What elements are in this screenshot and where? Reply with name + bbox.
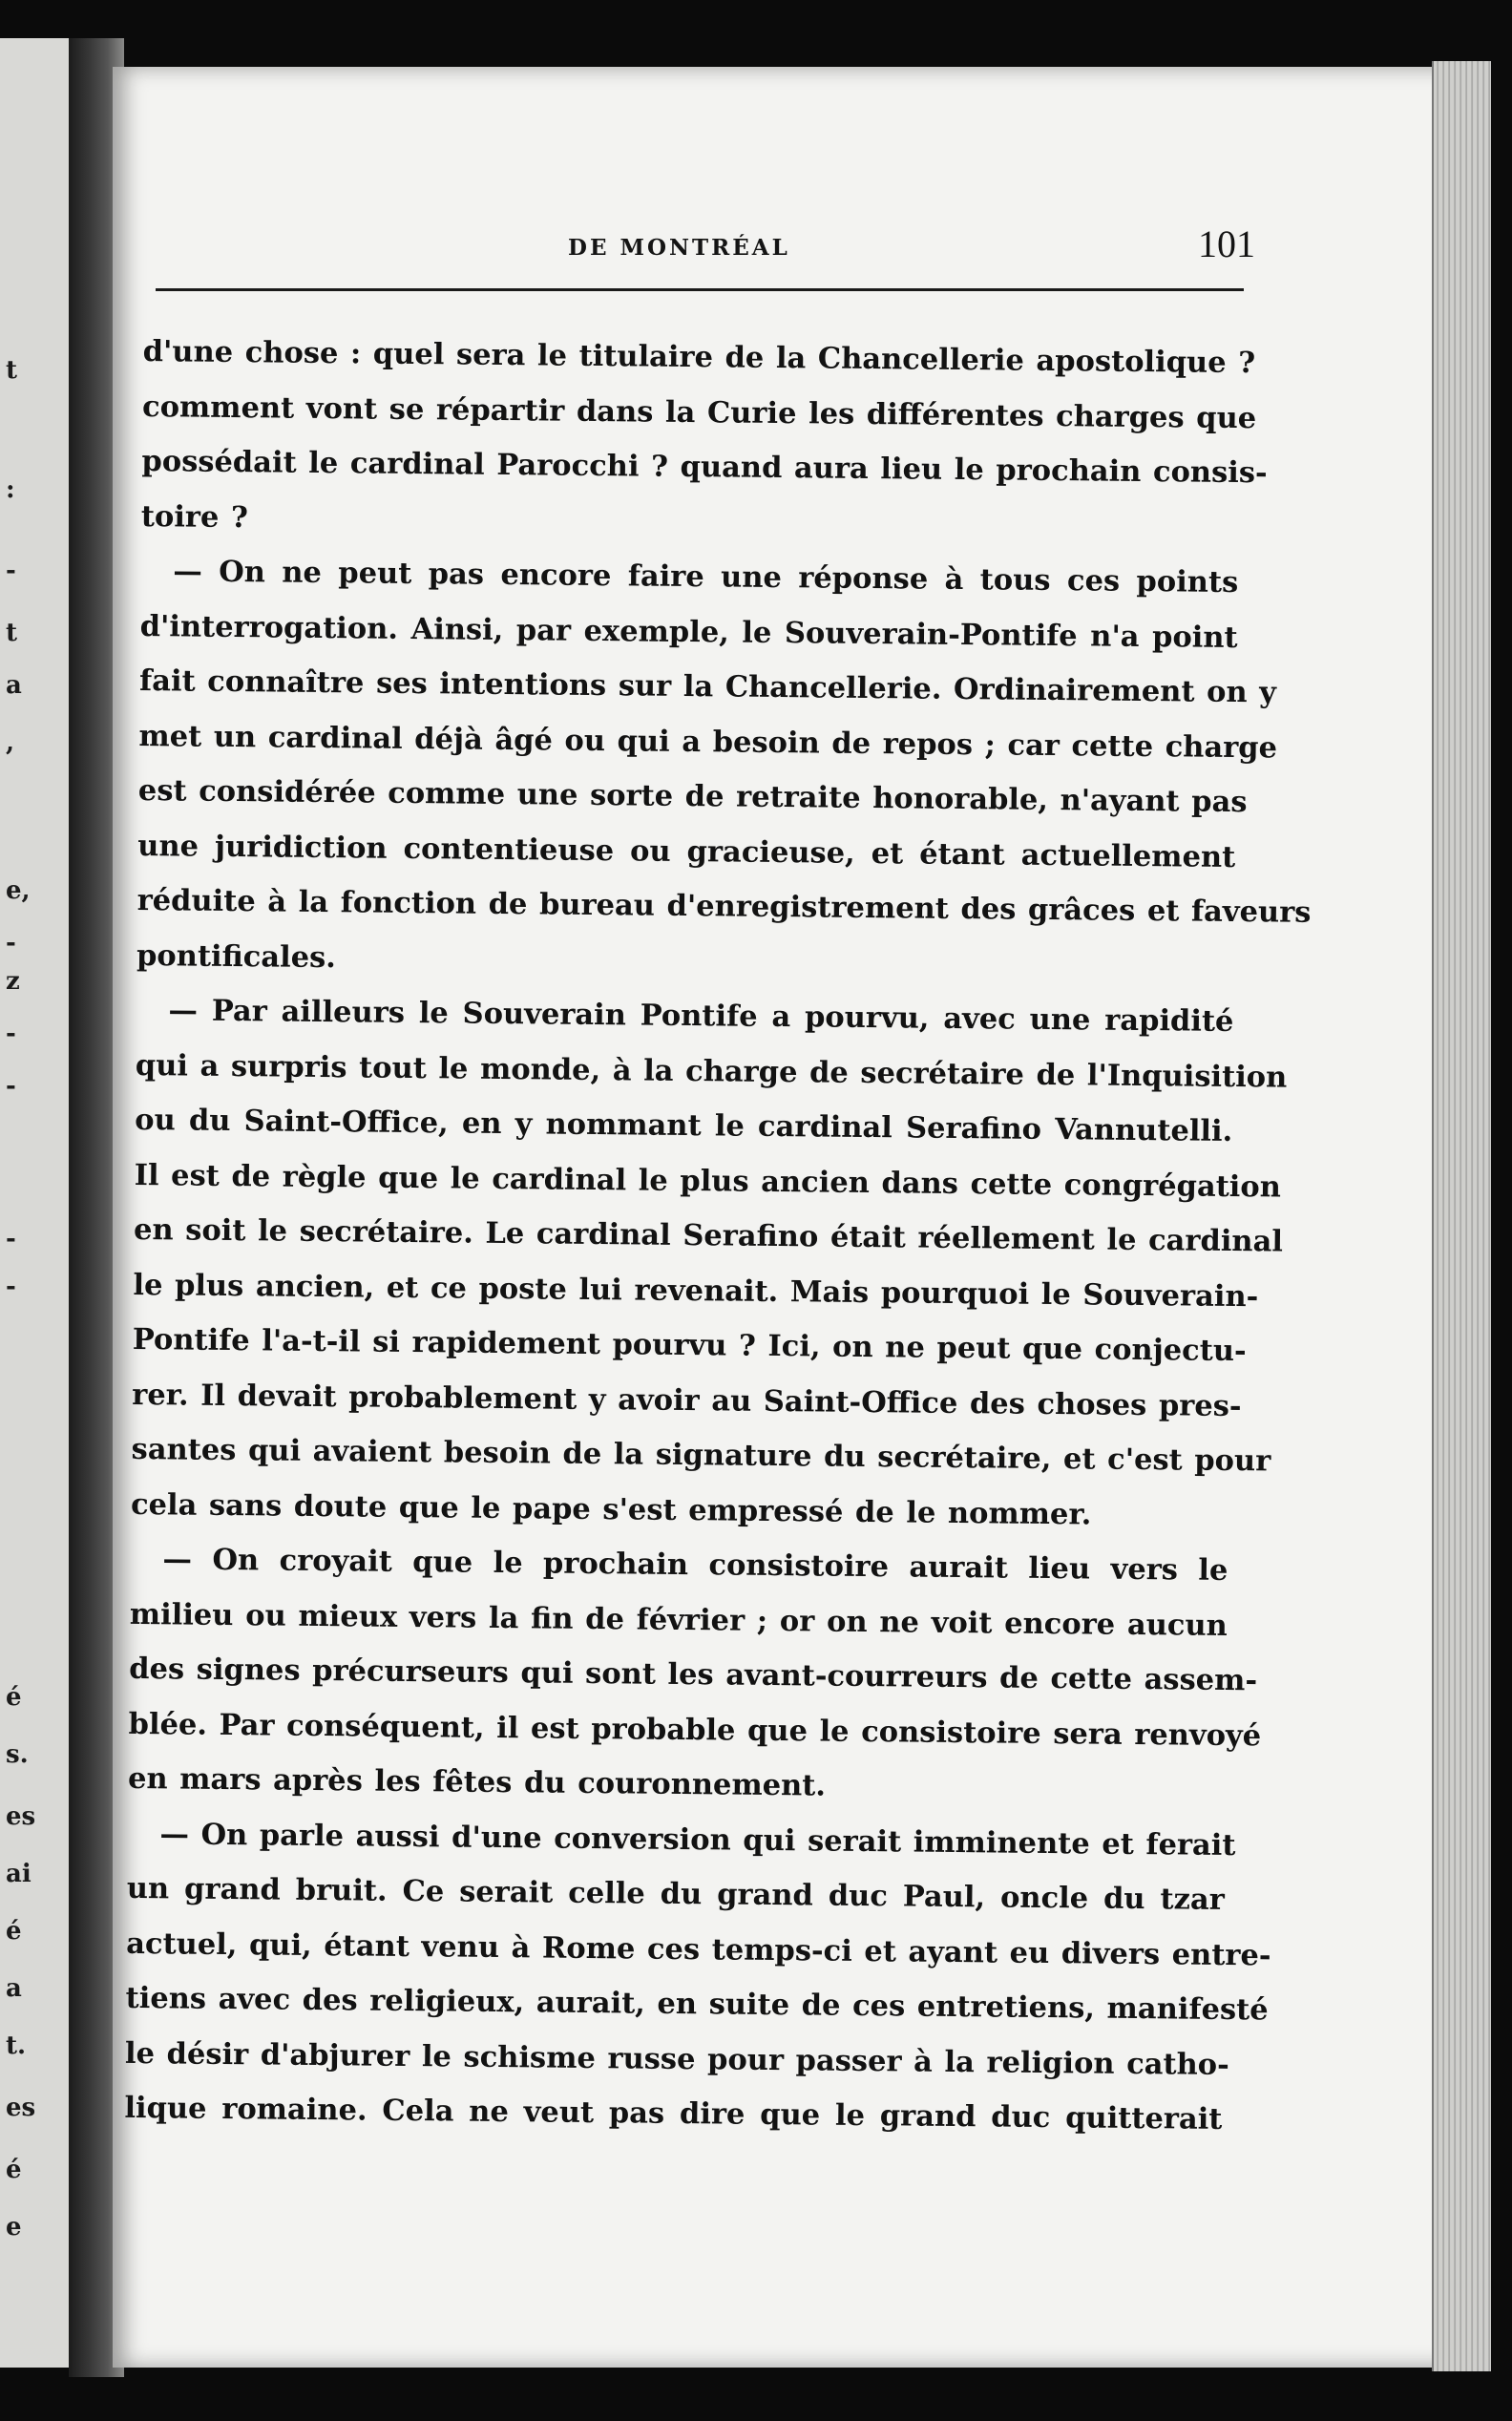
left-page-fragment: é: [6, 1683, 22, 1712]
left-page-fragment: t: [6, 356, 18, 385]
left-page-fragment: es: [6, 2094, 36, 2122]
text-line: actuel, qui, étant venu à Rome ces temps-ci et ayant eu divers entre-: [126, 1926, 1271, 1972]
text-line: fait connaître ses intentions sur la Chancellerie. Ordinairement on y: [138, 663, 1277, 710]
text-line: Pontife l'a-t-il si rapidement pourvu ? Ici, on ne peut que conjectu-: [132, 1321, 1247, 1369]
page-header: [158, 218, 1255, 294]
text-line: d'une chose : quel sera le titulaire de la Chancellerie apostolique ?: [142, 333, 1256, 381]
left-page-fragment: es: [6, 1802, 36, 1831]
page-number: 101: [1198, 222, 1255, 265]
left-page-fragment: ,: [6, 728, 15, 757]
text-line: d'interrogation. Ainsi, par exemple, le Souverain-Pontife n'a point: [139, 608, 1238, 655]
text-line: pontificales.: [136, 937, 337, 975]
paragraph: [130, 983, 1288, 1544]
text-line: en mars après les fêtes du couronnement.: [127, 1760, 827, 1803]
left-page-fragment: -: [6, 1273, 16, 1301]
text-line: lique romaine. Cela ne veut pas dire que le grand duc quitterait: [124, 2090, 1223, 2137]
text-line: ou du Saint-Office, en y nommant le cardinal Serafino Vannutelli.: [135, 1102, 1233, 1148]
paragraph: [140, 325, 1268, 556]
text-line: — On parle aussi d'une conversion qui serait imminente et ferait: [159, 1816, 1236, 1863]
text-line: met un cardinal déjà âgé ou qui a besoin de repos ; car cette charge: [138, 718, 1278, 765]
left-page-fragment: t.: [6, 2032, 27, 2060]
text-line: santes qui avaient besoin de la signature du secrétaire, et c'est pour: [131, 1431, 1271, 1479]
text-line: le plus ancien, et ce poste lui revenait. Mais pourquoi le Souverain-: [133, 1267, 1259, 1314]
text-line: le désir d'abjurer le schisme russe pour passer à la religion catho-: [124, 2035, 1229, 2082]
text-line: des signes précurseurs qui sont les avant-courreurs de cette assem-: [129, 1651, 1258, 1698]
left-page-fragment: :: [6, 475, 15, 504]
paragraph: [136, 544, 1312, 995]
left-page-fragment: é: [6, 1917, 22, 1946]
text-line: est considérée comme une sorte de retraite honorable, n'ayant pas: [137, 772, 1248, 820]
text-line: blée. Par conséquent, il est probable que le consistoire sera renvoyé: [128, 1706, 1262, 1753]
left-page-fragment: s.: [6, 1740, 29, 1769]
text-line: possédait le cardinal Parocchi ? quand aura lieu le prochain consis-: [141, 443, 1268, 491]
left-page-fragment: é: [6, 2156, 22, 2184]
text-line: un grand bruit. Ce serait celle du grand duc Paul, oncle du tzar: [126, 1870, 1225, 1917]
text-line: comment vont se répartir dans la Curie les différentes charges que: [141, 389, 1257, 435]
text-line: milieu ou mieux vers la fin de février ; or on ne voit encore aucun: [129, 1596, 1228, 1643]
left-page-fragment: -: [6, 1225, 16, 1253]
text-line: en soit le secrétaire. Le cardinal Serafino était réellement le cardinal: [133, 1211, 1284, 1259]
left-page-fragment: e,: [6, 876, 31, 905]
page-stack-edges: [1432, 61, 1491, 2371]
left-page-fragment: z: [6, 967, 20, 996]
left-facing-page-edge: [0, 38, 71, 2368]
body-text: [122, 325, 1312, 2322]
text-line: tiens avec des religieux, aurait, en suite de ces entretiens, manifesté: [125, 1980, 1269, 2028]
header-rule: [156, 288, 1244, 291]
text-line: toire ?: [140, 498, 249, 535]
text-line: — On ne peut pas encore faire une réponse à tous ces points: [173, 554, 1239, 600]
left-page-fragment: -: [6, 557, 16, 585]
left-page-fragment: -: [6, 1072, 16, 1101]
text-line: réduite à la fonction de bureau d'enregistrement des grâces et faveurs: [136, 882, 1312, 930]
text-line: cela sans doute que le pape s'est empressé de le nommer.: [130, 1486, 1092, 1531]
text-line: rer. Il devait probablement y avoir au Saint-Office des choses pres-: [132, 1377, 1242, 1423]
left-page-fragment: -: [6, 1020, 16, 1048]
paragraph: [124, 1806, 1271, 2147]
left-page-fragment: ai: [6, 1860, 32, 1888]
text-line: — Par ailleurs le Souverain Pontife a pourvu, avec une rapidité: [168, 993, 1234, 1040]
paragraph: [127, 1532, 1262, 1819]
left-page-fragment: a: [6, 671, 22, 700]
text-line: Il est de règle que le cardinal le plus ancien dans cette congrégation: [134, 1157, 1282, 1205]
running-head: DE MONTRÉAL: [568, 235, 790, 261]
text-line: une juridiction contentieuse ou gracieuse, et étant actuellement: [137, 828, 1236, 874]
text-line: qui a surpris tout le monde, à la charge de secrétaire de l'Inquisition: [135, 1047, 1288, 1095]
text-line: — On croyait que le prochain consistoire aurait lieu vers le: [162, 1542, 1228, 1588]
left-page-fragment: -: [6, 929, 16, 958]
left-page-fragment: t: [6, 619, 18, 647]
left-page-fragment: e: [6, 2213, 22, 2242]
left-page-fragment: a: [6, 1974, 22, 2003]
